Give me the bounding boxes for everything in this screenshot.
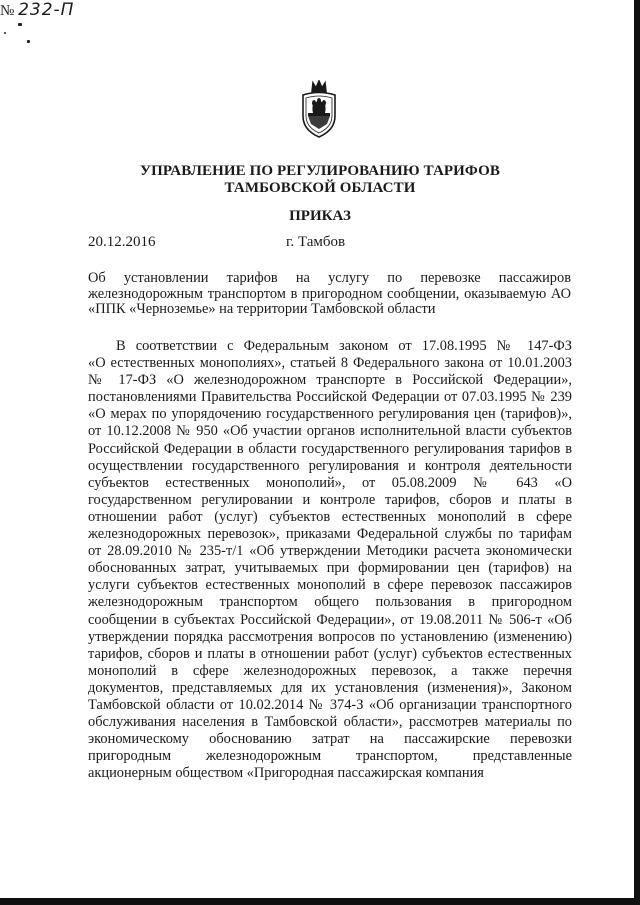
body-line: обоснованных затрат, учитываемых при формировании цен (тарифов) на — [88, 560, 572, 577]
document-type-title: ПРИКАЗ — [289, 208, 351, 224]
body-line: В соответствии с Федеральным законом от 17.08.1995 № 147-ФЗ — [116, 338, 572, 354]
scan-edge-bottom — [0, 898, 640, 905]
handwritten-number: 232-П — [18, 0, 75, 20]
body-line: экономическому обоснованию затрат на пассажирские перевозки — [88, 731, 572, 748]
body-line: документов, представляемых для их установления (изменения)», Законом — [88, 679, 572, 696]
body-line: сообщении в субъектах Российской Федерации», от 19.08.2011 № 506-т «Об — [88, 611, 572, 628]
body-line: Российской Федерации в области государственного регулирования тарифов в — [88, 440, 572, 457]
body-line: постановлениями Правительства Российской Федерации от 07.03.1995 № 239 — [88, 389, 572, 406]
body-line: «О мерах по упорядочению государственного регулирования цен (тарифов)», — [88, 406, 572, 423]
number-prefix: № — [0, 3, 15, 19]
body-line: «О естественных монополиях», статьей 8 Федерального закона от 10.01.2003 — [88, 355, 572, 372]
body-line: монополий в сфере железнодорожных перевозок, а также перечня — [88, 662, 572, 679]
body-line: № 17-ФЗ «О железнодорожном транспорте в Российской Федерации», — [88, 372, 572, 389]
document-body — [88, 338, 572, 782]
document-date: 20.12.2016 — [88, 234, 156, 250]
body-line: обслуживания населения в Тамбовской области», рассмотрев материалы по — [88, 714, 572, 731]
body-line: утверждении порядка рассмотрения вопросов по установлению (изменению) — [88, 628, 572, 645]
body-line: государственном регулировании и контроле тарифов, сборов и платы в — [88, 491, 572, 508]
body-line: железнодорожным транспортом общего пользования в пригородном — [88, 594, 572, 611]
body-line: тарифов, сборов и платы в отношении работ (услуг) субъектов естественных — [88, 645, 572, 662]
body-line: осуществлении государственного регулирования и контроля деятельности — [88, 457, 572, 474]
document-number — [0, 0, 640, 20]
org-name-line-1: УПРАВЛЕНИЕ ПО РЕГУЛИРОВАНИЮ ТАРИФОВ — [140, 163, 500, 179]
body-line: от 28.09.2010 № 235-т/1 «Об утверждении Методики расчета экономически — [88, 543, 572, 560]
document-city: г. Тамбов — [286, 234, 346, 250]
scan-speck — [18, 23, 22, 26]
body-line: отношении работ (услуг) субъектов естественных монополий в сфере — [88, 508, 572, 525]
body-line: услуги субъектов естественных монополий в сфере перевозок пассажиров — [88, 577, 572, 594]
coat-of-arms-emblem — [296, 80, 342, 140]
scan-speck — [4, 32, 6, 34]
scan-speck — [27, 40, 30, 43]
body-line: субъектов естественных монополий», от 05.08.2009 № 643 «О — [88, 474, 572, 491]
body-line: пригородным железнодорожным транспортом, представленные — [88, 748, 572, 765]
body-line: Тамбовской области от 10.02.2014 № 374-З «Об организации транспортного — [88, 696, 572, 713]
scan-edge-right — [634, 0, 640, 905]
body-line: железнодорожных перевозок», приказами Федеральной службы по тарифам — [88, 526, 572, 543]
body-line: от 10.12.2008 № 950 «Об участии органов исполнительной власти субъектов — [88, 423, 572, 440]
document-subject: Об установлении тарифов на услугу по перевозке пассажиров железнодорожным транспортом в пригородном сообщении, оказываемую АО «ППК «Черноземье» на территории Тамбовской области — [88, 270, 571, 317]
org-name-line-2: ТАМБОВСКОЙ ОБЛАСТИ — [224, 180, 416, 196]
body-line: акционерным обществом «Пригородная пассажирская компания — [88, 765, 484, 782]
